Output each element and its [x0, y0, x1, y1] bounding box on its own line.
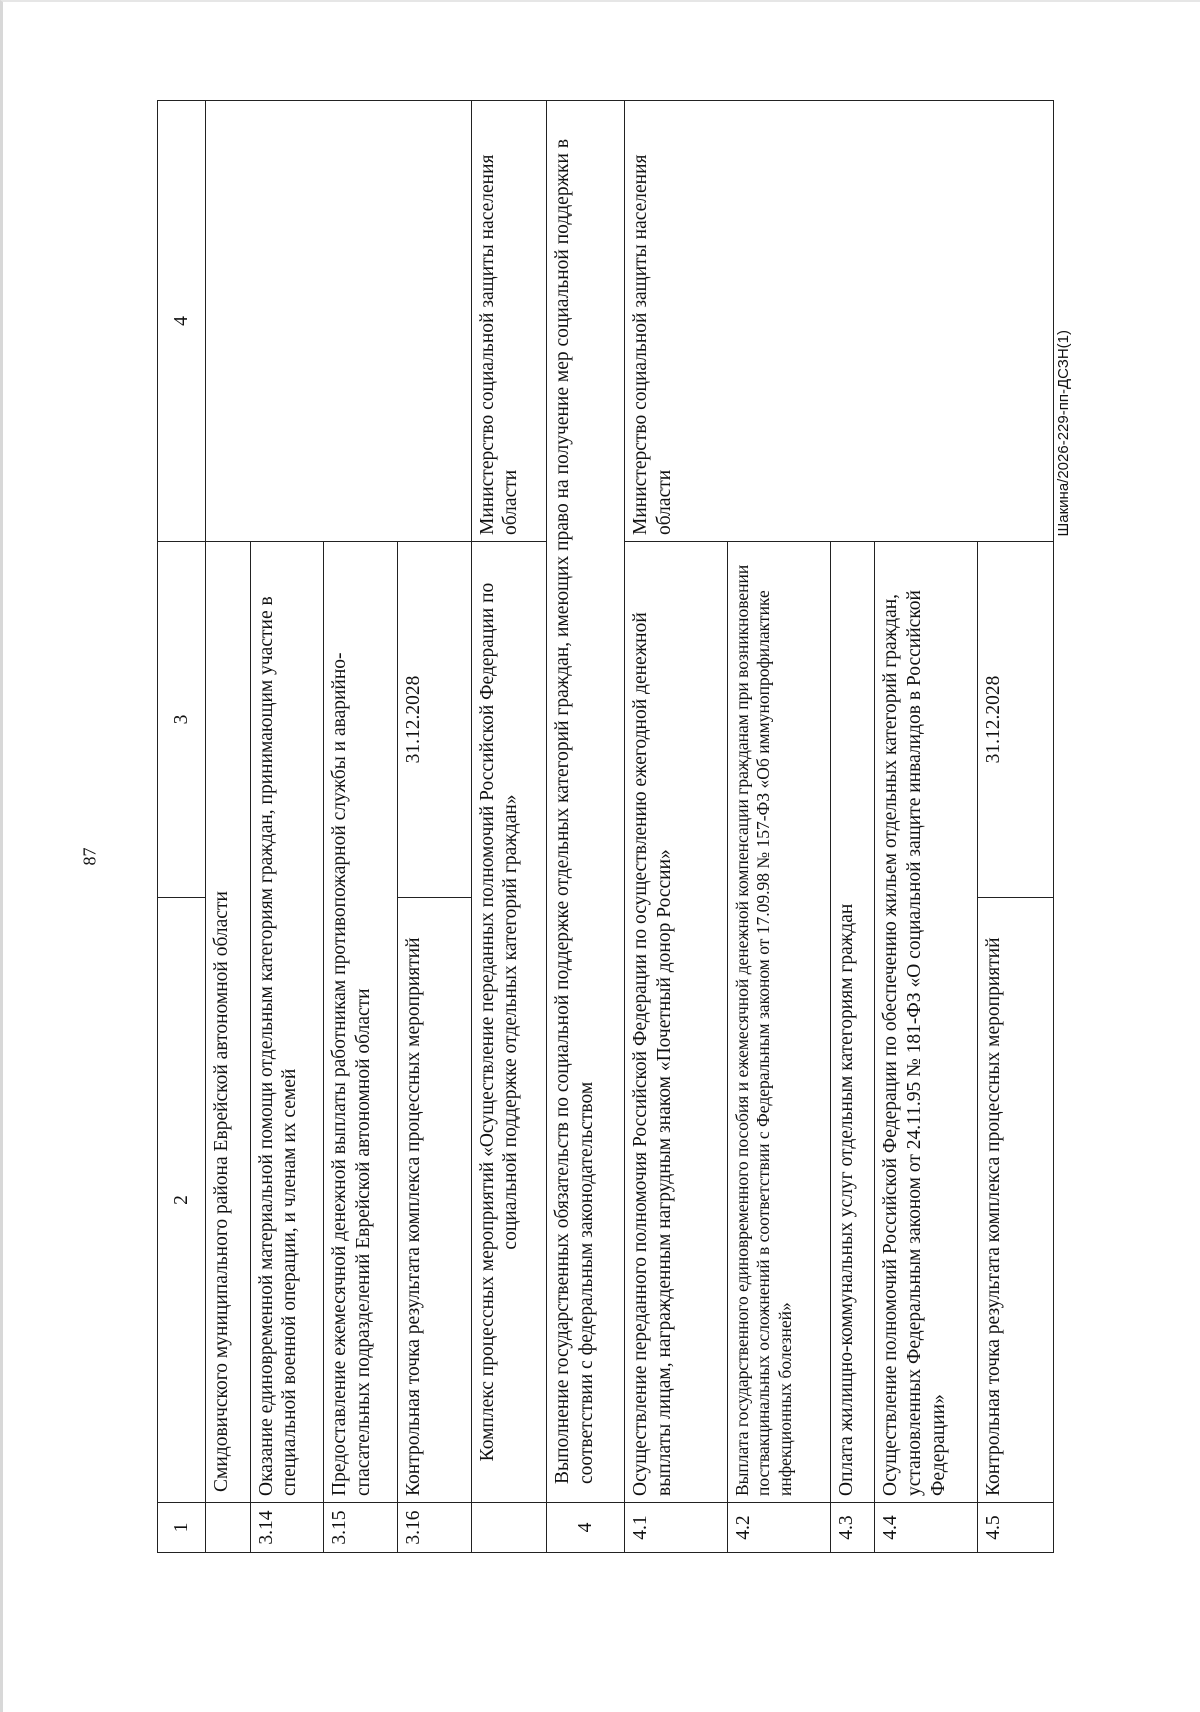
row-number: 4.5: [978, 1503, 1054, 1553]
row-date: 31.12.2028: [978, 542, 1054, 898]
row-number: 4.1: [625, 1503, 728, 1553]
row-text: Осуществление полномочий Российской Федерации по обеспечению жильем отдельных категорий граждан, установленных Федеральным законом от 24.11.95 № 181-ФЗ «О социальной защите инвалидов в Российской Федерации»: [875, 542, 978, 1503]
header-cell-1: 1: [158, 1503, 206, 1553]
section-title: Выполнение государственных обязательств по социальной поддержке отдельных категорий граждан, имеющих право на получение мер социальной поддержки в соответствии с федеральным законодательством: [547, 101, 625, 1503]
measures-table: [157, 100, 1054, 1553]
row-text: Контрольная точка результата комплекса процессных мероприятий: [397, 898, 471, 1503]
table-row: [205, 101, 250, 1553]
row-text: Смидовичского муниципального района Еврейской автономной области: [205, 542, 250, 1503]
table-row: [625, 101, 728, 1553]
header-cell-2: 2: [158, 898, 206, 1503]
row-org: Министерство социальной защиты населения области: [625, 101, 1054, 542]
table-row: [471, 101, 547, 1553]
row-text: Оплата жилищно-коммунальных услуг отдельным категориям граждан: [830, 542, 875, 1503]
row-org: [205, 101, 471, 542]
row-text: Предоставление ежемесячной денежной выплаты работникам противопожарной службы и аварийно-спасательных подразделений Еврейской автономной области: [324, 542, 398, 1503]
row-number: 3.15: [324, 1503, 398, 1553]
row-number: [205, 1503, 250, 1553]
row-text: Выплата государственного единовременного пособия и ежемесячной денежной компенсации гражданам при возникновении поствакцинальных осложнений в соответствии с Федеральным законом от 17.09.98 № 157-ФЗ «Об иммунопрофилактике инфекционных болезней»: [728, 542, 831, 1503]
row-number: [471, 1503, 547, 1553]
row-number: 4.3: [830, 1503, 875, 1553]
row-number: 3.14: [250, 1503, 324, 1553]
row-date: 31.12.2028: [397, 542, 471, 898]
row-org: Министерство социальной защиты населения области: [471, 101, 547, 542]
row-text: Контрольная точка результата комплекса процессных мероприятий: [978, 898, 1054, 1503]
header-cell-3: 3: [158, 542, 206, 898]
header-cell-4: 4: [158, 101, 206, 542]
row-number: 4: [547, 1503, 625, 1553]
row-text: Осуществление переданного полномочия Российской Федерации по осуществлению ежегодной денежной выплаты лицам, награжденным нагрудным знаком «Почетный донор России»: [625, 542, 728, 1503]
page-number: 87: [79, 847, 100, 866]
table-row: [547, 101, 625, 1553]
document-code: Шакина/2026-229-пп-ДСЗН(1): [1055, 330, 1072, 537]
row-number: 4.4: [875, 1503, 978, 1553]
row-number: 4.2: [728, 1503, 831, 1553]
row-text: Оказание единовременной материальной помощи отдельным категориям граждан, принимающим участие в специальной военной операции, и членам их семей: [250, 542, 324, 1503]
rotated-table-container: [157, 101, 1054, 1553]
header-row: [158, 101, 206, 1553]
row-number: 3.16: [397, 1503, 471, 1553]
complex-title: Комплекс процессных мероприятий «Осуществление переданных полномочий Российской Федерации по социальной поддержке отдельных категорий граждан»: [471, 542, 547, 1503]
